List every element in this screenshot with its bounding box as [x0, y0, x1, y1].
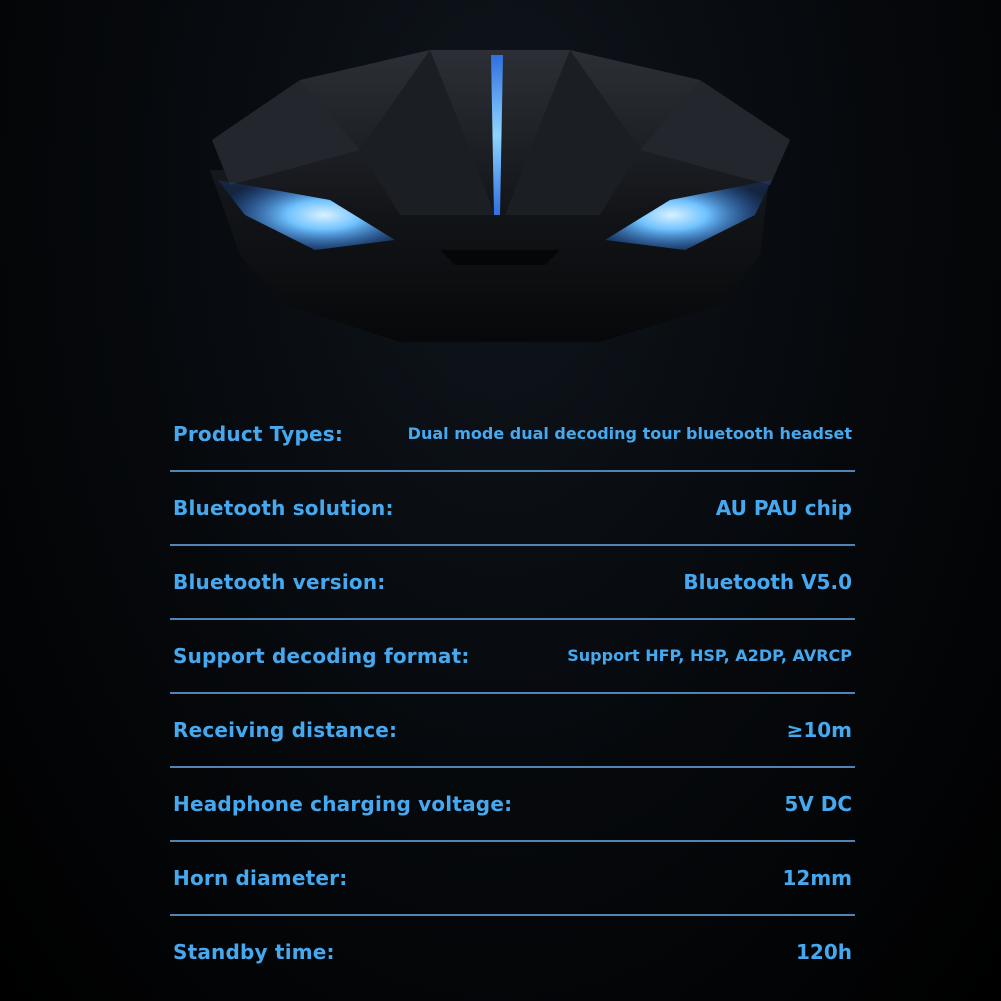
spec-row-product-types	[170, 398, 855, 472]
spec-value: Dual mode dual decoding tour bluetooth headset	[407, 424, 852, 443]
spec-row-standby-time	[170, 916, 855, 990]
spec-value: 12mm	[782, 866, 852, 890]
spec-row-horn-diameter	[170, 842, 855, 916]
spec-label: Receiving distance:	[173, 718, 398, 742]
spec-value: Bluetooth V5.0	[683, 570, 852, 594]
spec-label: Support decoding format:	[173, 644, 470, 668]
spec-label: Product Types:	[173, 422, 344, 446]
spec-value: Support HFP, HSP, A2DP, AVRCP	[567, 646, 852, 665]
spec-row-bluetooth-version	[170, 546, 855, 620]
spec-list	[170, 398, 855, 990]
spec-label: Bluetooth solution:	[173, 496, 394, 520]
spec-row-decoding-format	[170, 620, 855, 694]
spec-value: 5V DC	[784, 792, 852, 816]
spec-row-charging-voltage	[170, 768, 855, 842]
spec-value: AU PAU chip	[715, 496, 852, 520]
spec-value: 120h	[796, 940, 852, 964]
spec-value: ≥10m	[786, 718, 852, 742]
spec-label: Headphone charging voltage:	[173, 792, 513, 816]
spec-row-receiving-distance	[170, 694, 855, 768]
spec-label: Horn diameter:	[173, 866, 348, 890]
spec-label: Bluetooth version:	[173, 570, 386, 594]
spec-row-bluetooth-solution	[170, 472, 855, 546]
earbuds-charging-case-icon	[0, 0, 1001, 380]
spec-label: Standby time:	[173, 940, 335, 964]
